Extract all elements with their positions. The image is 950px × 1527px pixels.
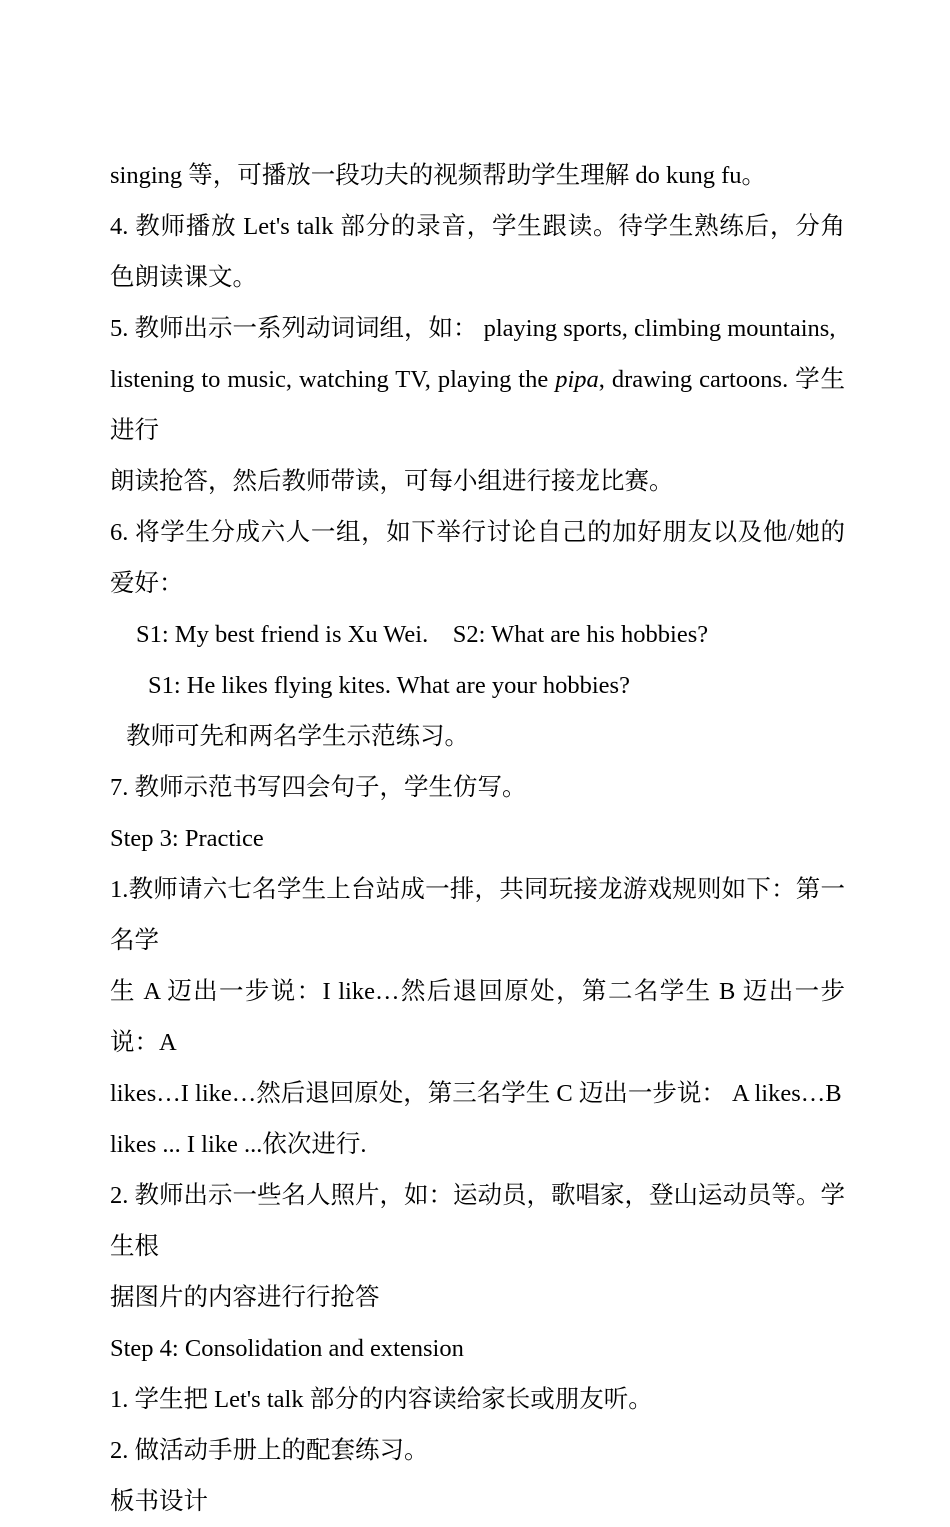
verbs-text-before-italic: listening to music, watching TV, playing the bbox=[110, 366, 556, 393]
heading-step4-consolidation: Step 4: Consolidation and extension bbox=[110, 1335, 464, 1362]
verbs-text-after-italic: , drawing cartoons. 学生进行 bbox=[110, 366, 845, 444]
paragraph-consolidation-item1: 1. 学生把 Let's talk 部分的内容读给家长或朋友听。 bbox=[110, 1386, 653, 1413]
paragraph-practice2-line1: 2. 教师出示一些名人照片，如：运动员，歌唱家，登山运动员等。学生根 bbox=[110, 1182, 845, 1260]
paragraph-teacher-demo: 教师可先和两名学生示范练习。 bbox=[126, 723, 469, 750]
paragraph-practice1-line4: likes ... I like ...依次进行. bbox=[110, 1131, 367, 1158]
paragraph-dialogue-line2: S1: He likes flying kites. What are your hobbies? bbox=[148, 672, 630, 699]
paragraph-step7-writing: 7. 教师示范书写四会句子，学生仿写。 bbox=[110, 774, 527, 801]
italic-word-pipa: pipa bbox=[555, 366, 599, 393]
paragraph-practice2-line2: 据图片的内容进行行抢答 bbox=[110, 1284, 380, 1311]
paragraph-step5-verbs-line1: 5. 教师出示一系列动词词组，如： playing sports, climbing mountains, bbox=[110, 315, 836, 342]
paragraph-singing-line: singing 等，可播放一段功夫的视频帮助学生理解 do kung fu。 bbox=[110, 162, 767, 189]
paragraph-step6-groups: 6. 将学生分成六人一组，如下举行讨论自己的加好朋友以及他/她的爱好： bbox=[110, 519, 845, 597]
paragraph-dialogue-line1: S1: My best friend is Xu Wei. S2: What are his hobbies? bbox=[136, 621, 709, 648]
heading-step3-practice: Step 3: Practice bbox=[110, 825, 264, 852]
paragraph-practice1-line2: 生 A 迈出一步说：I like…然后退回原处，第二名学生 B 迈出一步说：A bbox=[110, 978, 845, 1056]
paragraph-step4-audio: 4. 教师播放 Let's talk 部分的录音，学生跟读。待学生熟练后，分角色朗读课文。 bbox=[110, 213, 845, 291]
document-body bbox=[110, 150, 845, 1527]
paragraph-practice1-line1: 1.教师请六七名学生上台站成一排，共同玩接龙游戏规则如下：第一名学 bbox=[110, 876, 845, 954]
heading-blackboard-design: 板书设计 bbox=[110, 1488, 208, 1515]
paragraph-step5-verbs-line3: 朗读抢答，然后教师带读，可每小组进行接龙比赛。 bbox=[110, 468, 674, 495]
paragraph-practice1-line3: likes…I like…然后退回原处，第三名学生 C 迈出一步说： A likes…B bbox=[110, 1080, 842, 1107]
paragraph-consolidation-item2: 2. 做活动手册上的配套练习。 bbox=[110, 1437, 429, 1464]
paragraph-step5-verbs-line2 bbox=[110, 354, 845, 456]
